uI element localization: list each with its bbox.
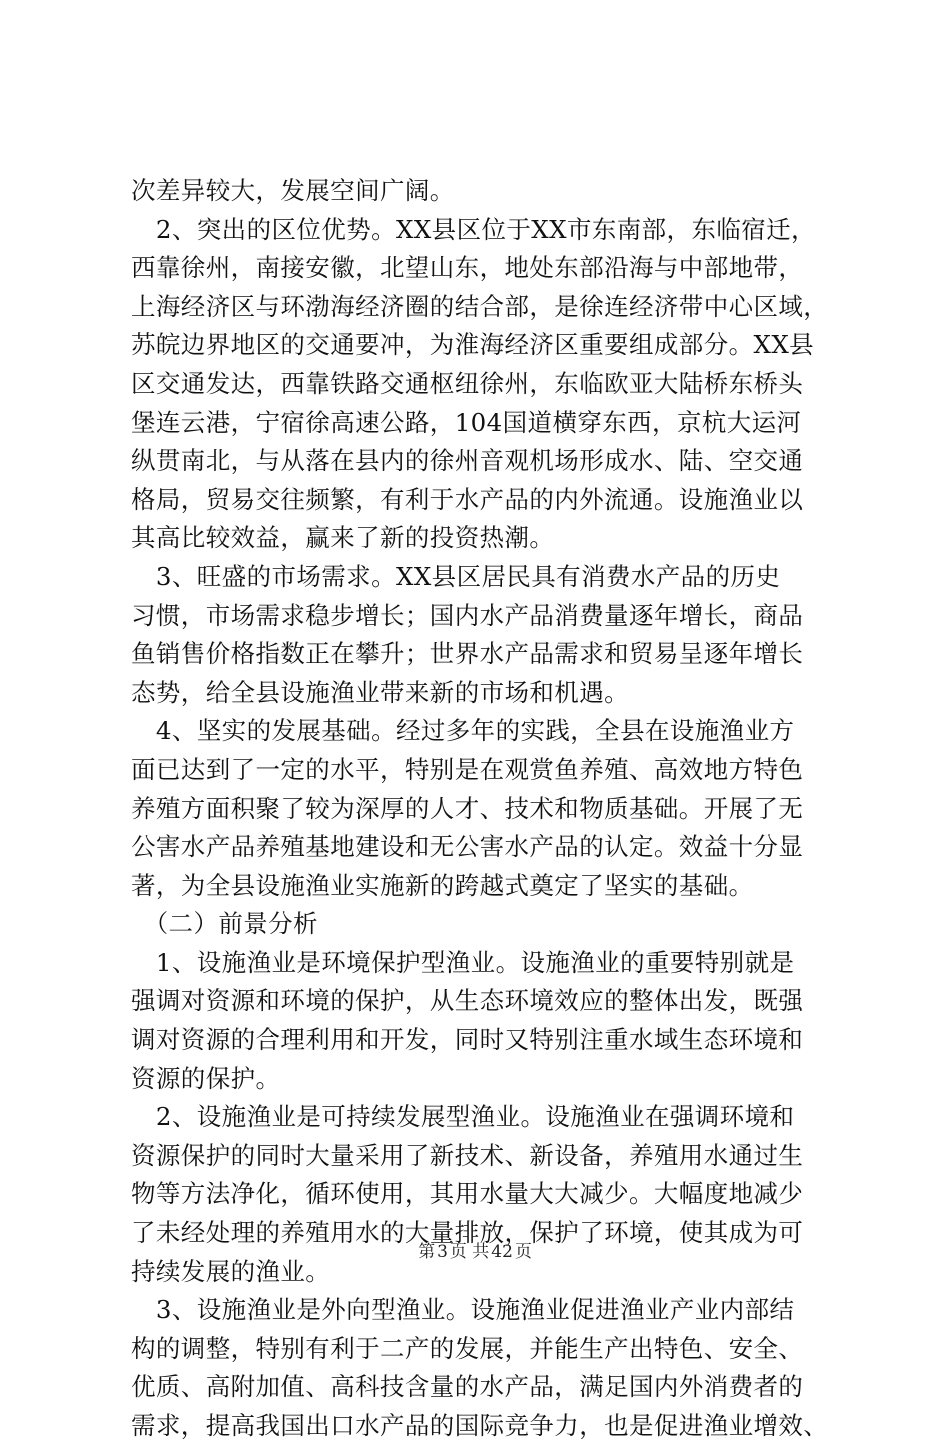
text-line: 2、突出的区位优势。XX县区位于XX市东南部，东临宿迁， [131, 214, 816, 244]
text-line: 3、设施渔业是外向型渔业。设施渔业促进渔业产业内部结 [131, 1295, 795, 1325]
text-line: 强调对资源和环境的保护，从生态环境效应的整体出发，既强 [131, 986, 804, 1016]
text-line: 物等方法净化，循环使用，其用水量大大减少。大幅度地减少 [131, 1179, 804, 1209]
text-line: 堡连云港，宁宿徐高速公路，104国道横穿东西，京杭大运河 [131, 407, 802, 437]
text-line: 鱼销售价格指数正在攀升；世界水产品需求和贸易呈逐年增长 [131, 639, 804, 669]
footer-suffix: 页 [514, 1242, 532, 1262]
text-line: 苏皖边界地区的交通要冲，为淮海经济区重要组成部分。XX县 [131, 330, 815, 360]
text-line: 调对资源的合理利用和开发，同时又特别注重水域生态环境和 [131, 1025, 804, 1055]
text-line: 其高比较效益，赢来了新的投资热潮。 [131, 523, 555, 553]
section-heading: （二）前景分析 [131, 909, 318, 939]
text-line: 习惯，市场需求稳步增长；国内水产品消费量逐年增长，商品 [131, 600, 804, 630]
text-line: 西靠徐州，南接安徽，北望山东，地处东部沿海与中部地带， [131, 253, 804, 283]
text-line: 面已达到了一定的水平，特别是在观赏鱼养殖、高效地方特色 [131, 754, 804, 784]
text-line: 了未经处理的养殖用水的大量排放，保护了环境，使其成为可 [131, 1218, 804, 1248]
text-line: 公害水产品养殖基地建设和无公害水产品的认定。效益十分显 [131, 832, 804, 862]
text-line: 格局，贸易交往频繁，有利于水产品的内外流通。设施渔业以 [131, 484, 804, 514]
text-line: 需求，提高我国出口水产品的国际竞争力，也是促进渔业增效、 [131, 1411, 829, 1440]
text-line: 次差异较大，发展空间广阔。 [131, 176, 455, 205]
text-line: 持续发展的渔业。 [131, 1256, 331, 1286]
text-line: 纵贯南北，与从落在县内的徐州音观机场形成水、陆、空交通 [131, 446, 804, 476]
text-line: 2、设施渔业是可持续发展型渔业。设施渔业在强调环境和 [131, 1102, 795, 1132]
footer-middle: 页 共 [449, 1242, 490, 1262]
text-line: 养殖方面积聚了较为深厚的人才、技术和物质基础。开展了无 [131, 793, 804, 823]
text-line: 资源的保护。 [131, 1063, 281, 1093]
current-page-number: 3 [437, 1242, 448, 1262]
page-footer [0, 1240, 950, 1264]
text-line: 4、坚实的发展基础。经过多年的实践，全县在设施渔业方 [131, 716, 795, 746]
text-line: 资源保护的同时大量采用了新技术、新设备，养殖用水通过生 [131, 1140, 804, 1170]
total-page-count: 42 [491, 1242, 513, 1262]
text-line: 上海经济区与环渤海经济圈的结合部，是徐连经济带中心区域， [131, 291, 829, 321]
text-line: 著，为全县设施渔业实施新的跨越式奠定了坚实的基础。 [131, 870, 754, 900]
text-line: 3、旺盛的市场需求。XX县区居民具有消费水产品的历史 [131, 561, 781, 591]
footer-prefix: 第 [418, 1242, 436, 1262]
text-line: 构的调整，特别有利于二产的发展，并能生产出特色、安全、 [131, 1333, 804, 1363]
text-line: 1、设施渔业是环境保护型渔业。设施渔业的重要特别就是 [131, 947, 795, 977]
text-line: 优质、高附加值、高科技含量的水产品，满足国内外消费者的 [131, 1372, 804, 1402]
text-line: 区交通发达，西靠铁路交通枢纽徐州，东临欧亚大陆桥东桥头 [131, 368, 804, 398]
text-line: 态势，给全县设施渔业带来新的市场和机遇。 [131, 677, 629, 707]
